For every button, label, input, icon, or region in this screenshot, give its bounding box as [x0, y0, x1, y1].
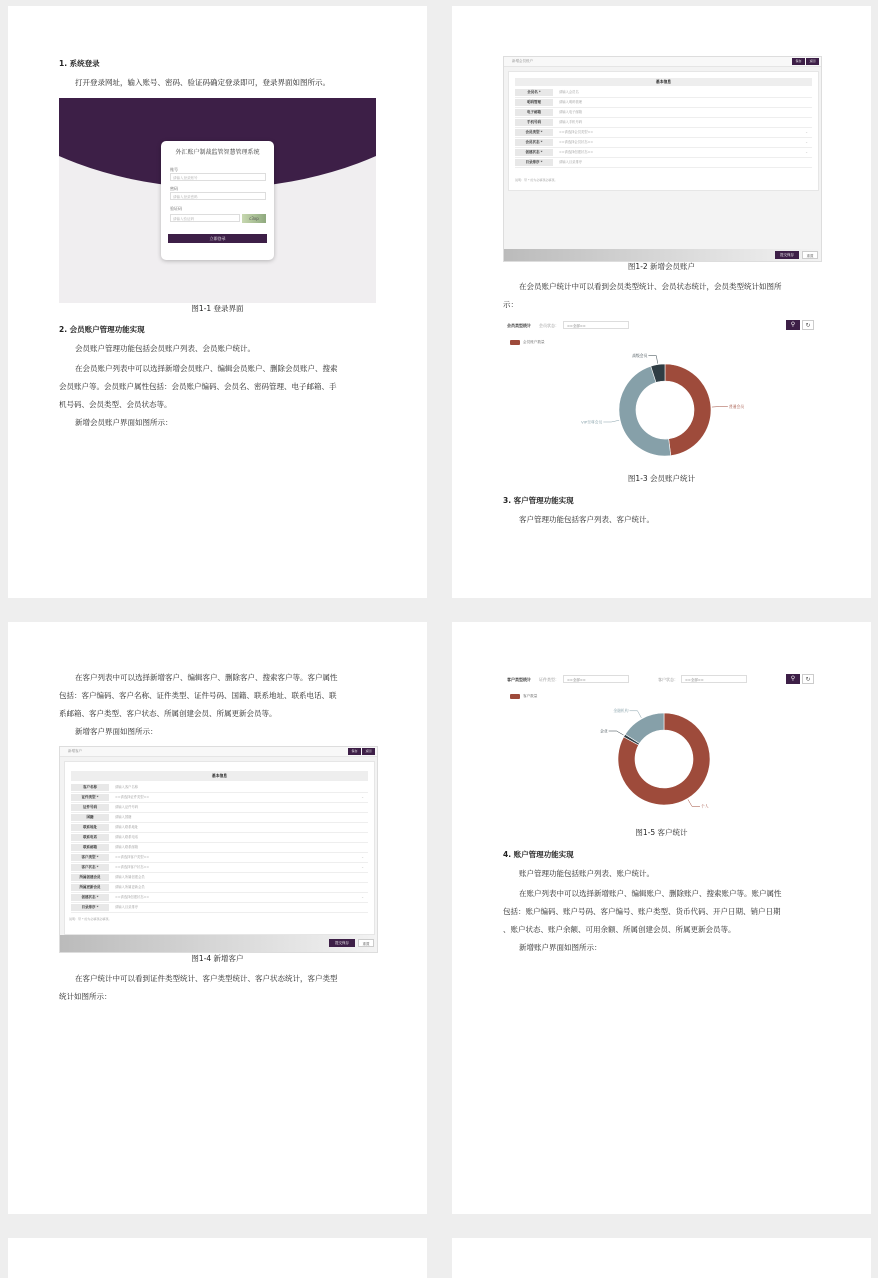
field-select[interactable]: ==请选择客户状态==	[115, 865, 150, 869]
form-row	[515, 109, 812, 118]
chevron-down-icon: ⌄	[805, 150, 808, 154]
form-footer	[60, 935, 377, 952]
field-label: 创建状态 *	[515, 149, 553, 156]
breadcrumb: 新增会员账户	[504, 57, 821, 67]
pie-label: 高级会员	[632, 352, 648, 358]
figure-caption: 图1-5 客户统计	[635, 828, 688, 837]
figure-caption: 图1-2 新增会员账户	[627, 262, 696, 271]
field-select[interactable]: ==请选择会员类型==	[559, 130, 594, 134]
login-screenshot	[59, 98, 376, 303]
pie-label: 普通会员	[728, 403, 745, 409]
password-label: 密码	[170, 186, 178, 191]
field-input[interactable]: 请输入证件号码	[115, 805, 139, 809]
field-label: 客户名称	[71, 784, 109, 791]
form-row	[71, 814, 368, 823]
field-input[interactable]: 请输入所属更新会员	[115, 885, 145, 889]
field-label: 会员类型 *	[515, 129, 553, 136]
field-label: 联系邮箱	[71, 844, 109, 851]
customer-type-donut	[503, 672, 820, 822]
chevron-down-icon: ⌄	[805, 140, 808, 144]
form-row	[71, 824, 368, 833]
search-icon: ⚲	[790, 321, 796, 328]
field-input[interactable]: 请输入目录排序	[559, 160, 583, 164]
field-label: 会员状态 *	[515, 139, 553, 146]
search-icon: ⚲	[790, 675, 796, 682]
field-label: 证件类型 *	[71, 794, 109, 801]
paragraph: 包括：账户编码、账户号码、客户编号、账户类型、货币代码、开户日期、销户日期	[503, 907, 781, 916]
form-row	[71, 784, 368, 793]
field-label: 明码管理	[515, 99, 553, 106]
captcha-image[interactable]: c3xp	[242, 214, 266, 223]
field-label: 手机号码	[515, 119, 553, 126]
field-input[interactable]: 请输入所属创建会员	[115, 875, 145, 879]
form-row	[71, 834, 368, 843]
paragraph: 在会员账户列表中可以选择新增会员账户、编辑会员账户、删除会员账户、搜索	[75, 364, 338, 373]
paragraph: 账户管理功能包括账户列表、账户统计。	[519, 869, 654, 878]
paragraph: 新增客户界面如图所示：	[75, 727, 158, 736]
document-page-3	[8, 622, 427, 1214]
section-heading-4: 4. 账户管理功能实现	[503, 850, 574, 859]
field-select[interactable]: ==请选择客户类型==	[115, 855, 150, 859]
filter-label: 会员状态：	[539, 323, 559, 328]
captcha-input[interactable]: 请输入验证码	[170, 214, 240, 222]
chart-filter-title: 客户类型统计	[507, 677, 531, 682]
form-row	[515, 159, 812, 168]
legend-label: 客户数量	[523, 694, 538, 698]
paragraph: 机号码、会员类型、会员状态等。	[59, 400, 172, 409]
section-title: 基本信息	[515, 78, 812, 86]
chevron-down-icon: ⌄	[361, 895, 364, 899]
paragraph: 会员账户管理功能包括会员账户列表、会员账户统计。	[75, 344, 255, 353]
form-row	[515, 89, 812, 98]
field-input[interactable]: 请输入联系电话	[115, 835, 139, 839]
submit-button[interactable]: 提交保存	[775, 251, 799, 259]
document-page-6	[452, 1238, 871, 1278]
reset-button[interactable]: 重置	[358, 939, 374, 947]
form-row	[71, 874, 368, 883]
form-row	[71, 904, 368, 913]
paragraph: 包括：客户编码、客户名称、证件类型、证件号码、国籍、联系地址、联系电话、联	[59, 691, 337, 700]
username-input[interactable]: 请输入登录账号	[170, 173, 266, 181]
paragraph: 在客户列表中可以选择新增客户、编辑客户、删除客户、搜索客户等。客户属性	[75, 673, 338, 682]
form-row	[71, 804, 368, 813]
login-button[interactable]: 立即登录	[168, 234, 267, 243]
pie-leader-line	[648, 356, 657, 364]
submit-button[interactable]: 提交保存	[329, 939, 355, 947]
filter-label: 客户状态：	[658, 677, 678, 682]
back-button[interactable]: 返回	[362, 748, 375, 755]
field-label: 客户类型 *	[71, 854, 109, 861]
document-page-5	[8, 1238, 427, 1278]
form-note: 说明：带 * 的为必填项必填项。	[69, 917, 112, 921]
member-status-select[interactable]: ==全部==	[563, 321, 629, 329]
breadcrumb: 新增客户	[60, 747, 377, 757]
field-label: 证件号码	[71, 804, 109, 811]
field-input[interactable]: 请输入联系地址	[115, 825, 139, 829]
paragraph: 会员账户等。会员账户属性包括：会员账户编码、会员名、密码管理、电子邮箱、手	[59, 382, 337, 391]
section-title: 基本信息	[71, 771, 368, 781]
form-row	[515, 99, 812, 108]
pie-label: 企业	[600, 728, 608, 734]
captcha-label: 验证码	[170, 206, 182, 211]
paragraph: 打开登录网址，输入账号、密码、验证码确定登录即可，登录界面如图所示。	[75, 78, 330, 87]
figure-caption: 图1-4 新增客户	[191, 954, 244, 963]
pie-label: VIP至尊会员	[581, 419, 603, 425]
form-row	[71, 894, 368, 903]
paragraph: 、账户状态、账户余额、可用余额、所属创建会员、所属更新会员等。	[503, 925, 736, 934]
save-button[interactable]: 保存	[348, 748, 361, 755]
field-input[interactable]: 请输入电子邮箱	[559, 110, 583, 114]
chart-filter-title: 会员类型统计	[507, 323, 531, 328]
paragraph: 在会员账户统计中可以看到会员类型统计、会员状态统计，会员类型统计如图所	[519, 282, 782, 291]
chevron-down-icon: ⌄	[361, 865, 364, 869]
document-page-4	[452, 622, 871, 1214]
section-heading-1: 1. 系统登录	[59, 59, 100, 68]
form-footer	[504, 249, 821, 261]
field-input[interactable]: 请输入国籍	[115, 815, 132, 819]
field-select[interactable]: ==请选择证件类型==	[115, 795, 150, 799]
field-label: 目录排序 *	[71, 904, 109, 911]
pie-leader-line	[609, 731, 624, 735]
field-label: 联系地址	[71, 824, 109, 831]
form-row	[71, 854, 368, 863]
form-row	[515, 139, 812, 148]
paragraph: 客户管理功能包括客户列表、客户统计。	[519, 515, 654, 524]
field-input[interactable]: 请输入会员名	[559, 90, 579, 94]
field-label: 会员名 *	[515, 89, 553, 96]
field-label: 所属创建会员	[71, 874, 109, 881]
field-label: 客户状态 *	[71, 864, 109, 871]
chevron-down-icon: ⌄	[805, 130, 808, 134]
pie-label: 个人	[700, 803, 709, 809]
field-input[interactable]: 请输入明码管理	[559, 100, 583, 104]
form-row	[71, 864, 368, 873]
customer-type-chart	[503, 672, 820, 822]
paragraph: 在客户统计中可以看到证件类型统计、客户类型统计、客户状态统计，客户类型	[75, 974, 338, 983]
member-type-chart	[503, 318, 820, 470]
paragraph: 新增账户界面如图所示：	[519, 943, 602, 952]
form-note: 说明：带 * 的为必填项必填项。	[515, 178, 558, 182]
field-label: 所属更新会员	[71, 884, 109, 891]
add-member-form-screenshot	[503, 56, 822, 262]
field-input[interactable]: 请输入联系邮箱	[115, 845, 139, 849]
pie-label: 金融机构	[613, 708, 629, 714]
pie-leader-line	[603, 420, 619, 422]
paragraph: 系邮箱、客户类型、客户状态、所属创建会员、所属更新会员等。	[59, 709, 277, 718]
document-page-2	[452, 6, 871, 598]
login-title: 外汇账户制裁监管智慧管理系统	[175, 149, 260, 156]
field-label: 国籍	[71, 814, 109, 821]
password-input[interactable]: 请输入登录密码	[170, 192, 266, 200]
form-row	[71, 844, 368, 853]
paragraph: 在账户列表中可以选择新增账户、编辑账户、删除账户、搜索账户等。账户属性	[519, 889, 782, 898]
field-label: 电子邮箱	[515, 109, 553, 116]
form-panel	[508, 71, 819, 191]
add-customer-form-screenshot	[59, 746, 378, 953]
paragraph: 新增会员账户界面如图所示：	[75, 418, 173, 427]
pie-leader-line	[630, 711, 642, 718]
paragraph: 示：	[503, 300, 518, 309]
pie-leader-line	[712, 407, 728, 408]
chevron-down-icon: ⌄	[361, 855, 364, 859]
field-label: 联系电话	[71, 834, 109, 841]
form-panel	[64, 761, 375, 935]
field-select[interactable]: ==请选择会员状态==	[559, 140, 594, 144]
field-select[interactable]: ==请选择创建状态==	[115, 895, 150, 899]
pie-slice[interactable]	[665, 364, 711, 456]
form-row	[71, 884, 368, 893]
field-label: 创建状态 *	[71, 894, 109, 901]
username-label: 账号	[170, 167, 178, 172]
field-input[interactable]: 请输入手机号码	[559, 120, 583, 124]
section-heading-2: 2. 会员账户管理功能实现	[59, 325, 145, 334]
field-input[interactable]: 请输入目录排序	[115, 905, 139, 909]
field-label: 目录排序 *	[515, 159, 553, 166]
form-row	[515, 129, 812, 138]
pie-leader-line	[688, 799, 700, 806]
figure-caption: 图1-1 登录界面	[191, 304, 244, 313]
form-row	[515, 149, 812, 158]
reset-button[interactable]: 重置	[802, 251, 818, 259]
paragraph: 统计如图所示：	[59, 992, 112, 1001]
refresh-icon: ↻	[805, 322, 811, 329]
save-button[interactable]: 保存	[792, 58, 805, 65]
customer-status-select[interactable]: ==全部==	[681, 675, 747, 683]
login-card	[161, 141, 274, 260]
field-select[interactable]: ==请选择创建状态==	[559, 150, 594, 154]
filter-label: 证件类型：	[539, 677, 559, 682]
chevron-down-icon: ⌄	[361, 795, 364, 799]
member-type-donut	[503, 318, 820, 470]
back-button[interactable]: 返回	[806, 58, 819, 65]
id-type-select[interactable]: ==全部==	[563, 675, 629, 683]
form-row	[71, 794, 368, 803]
refresh-icon: ↻	[805, 676, 811, 683]
document-page-1	[8, 6, 427, 598]
figure-caption: 图1-3 会员账户统计	[627, 474, 696, 483]
field-input[interactable]: 请输入客户名称	[115, 785, 139, 789]
form-row	[515, 119, 812, 128]
section-heading-3: 3. 客户管理功能实现	[503, 496, 574, 505]
legend-label: 会员账户数量	[523, 340, 545, 344]
